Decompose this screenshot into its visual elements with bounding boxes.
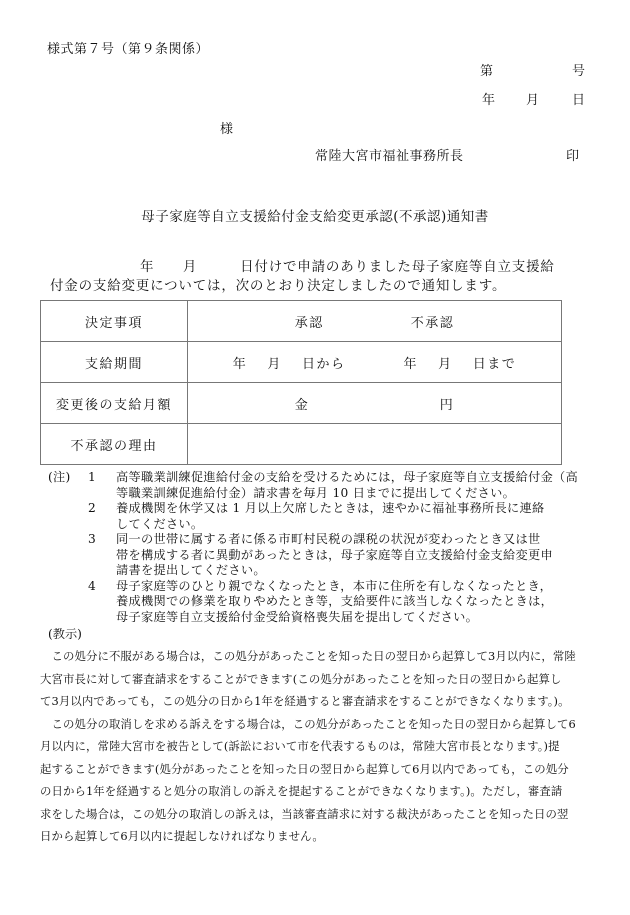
row-value: 承認 不承認 bbox=[188, 301, 562, 342]
issuer-name: 常陸大宮市福祉事務所長 bbox=[315, 149, 464, 164]
row-value: 金 円 bbox=[188, 383, 562, 424]
instruction-line: 大宮市長に対して審査請求をすることができます(この処分があったことを知った日の翌日から起算し bbox=[40, 671, 562, 686]
instruction-line: の日から1年を経過すると処分の取消しの訴えを提起することができなくなります。)。ただし，審査請 bbox=[40, 784, 563, 798]
table-row bbox=[41, 301, 562, 342]
number-suffix: 号 bbox=[572, 64, 586, 79]
note-number: 1 bbox=[88, 470, 97, 484]
instruction-heading: (教示) bbox=[48, 627, 82, 641]
note-line: 帯を構成する者に異動があったときは，母子家庭等自立支援給付金支給変更申 bbox=[116, 547, 553, 562]
table-row bbox=[41, 383, 562, 424]
decision-table bbox=[40, 300, 562, 465]
instruction-line: 月以内に，常陸大宮市を被告として(訴訟において市を代表するものは，常陸大宮市長となります。)提 bbox=[40, 739, 560, 753]
note-item bbox=[48, 501, 596, 532]
document-title: 母子家庭等自立支援給付金支給変更承認(不承認)通知書 bbox=[141, 209, 489, 225]
form-number: 様式第７号（第９条関係） bbox=[47, 42, 210, 57]
note-line: 母子家庭等のひとり親でなくなったとき，本市に住所を有しなくなったとき， bbox=[116, 578, 553, 593]
note-text bbox=[116, 470, 596, 501]
notes-section bbox=[48, 470, 596, 625]
note-line: 養成機関を休学又は 1 月以上欠席したときは，速やかに福祉事務所長に連絡 bbox=[116, 501, 545, 515]
intro-line-1: 年 月 日付けで申請のありました母子家庭等自立支援給 bbox=[140, 259, 555, 275]
note-line: 養成機関での修業を取りやめたとき等，支給要件に該当しなくなったときは， bbox=[116, 594, 554, 608]
addressee-suffix: 様 bbox=[220, 122, 234, 137]
row-value: 年 月 日から 年 月 日まで bbox=[188, 342, 562, 383]
intro-paragraph bbox=[50, 258, 590, 296]
note-text bbox=[116, 501, 596, 532]
row-value bbox=[188, 424, 562, 465]
number-prefix: 第 bbox=[480, 64, 494, 79]
intro-line-2: 付金の支給変更については，次のとおり決定しましたので通知します。 bbox=[50, 278, 507, 294]
note-line: してください。 bbox=[116, 516, 204, 531]
instruction-line: 日から起算して6月以内に提起しなければなりません。 bbox=[40, 829, 324, 843]
date-month-label: 月 bbox=[526, 93, 540, 108]
note-item bbox=[48, 579, 596, 626]
date-year-label: 年 bbox=[482, 93, 496, 108]
note-line: 請書を提出してください。 bbox=[116, 563, 266, 577]
row-label: 不承認の理由 bbox=[41, 424, 188, 465]
table-row bbox=[41, 424, 562, 465]
instruction-line: この処分に不服がある場合は，この処分があったことを知った日の翌日から起算して3月以内に，常陸 bbox=[40, 649, 576, 663]
instruction-line: 求をした場合は，この処分の取消しの訴えは，当該審査請求に対する裁決があったことを知った日の翌 bbox=[40, 806, 569, 821]
instruction-line: 起することができます(処分があったことを知った日の翌日から起算して6月以内であっても，この処分 bbox=[40, 761, 569, 776]
date-day-label: 日 bbox=[572, 93, 586, 108]
note-text bbox=[116, 579, 596, 626]
seal-mark: 印 bbox=[566, 149, 580, 164]
note-item bbox=[48, 470, 596, 501]
instruction-line: て3月以内であっても，この処分の日から1年を経過すると審査請求をすることができなくなります。)。 bbox=[40, 694, 570, 708]
note-number: 2 bbox=[88, 501, 97, 515]
note-line: 同一の世帯に属する者に係る市町村民税の課税の状況が変わったとき又は世 bbox=[116, 532, 541, 546]
instruction-body bbox=[40, 645, 592, 848]
note-number: 4 bbox=[88, 578, 97, 593]
instruction-line: この処分の取消しを求める訴えをする場合は，この処分があったことを知った日の翌日から起算して6 bbox=[40, 716, 576, 731]
note-item bbox=[48, 532, 596, 579]
row-label: 変更後の支給月額 bbox=[41, 383, 188, 424]
note-line: 母子家庭等自立支援給付金受給資格喪失届を提出してください。 bbox=[116, 609, 479, 624]
table-row bbox=[41, 342, 562, 383]
notes-prefix: (注) bbox=[48, 470, 71, 484]
row-label: 決定事項 bbox=[41, 301, 188, 342]
note-line: 高等職業訓練促進給付金の支給を受けるためには，母子家庭等自立支援給付金（高 bbox=[116, 470, 579, 484]
row-label: 支給期間 bbox=[41, 342, 188, 383]
note-line: 等職業訓練促進給付金）請求書を毎月 10 日までに提出してください。 bbox=[116, 485, 516, 500]
note-text bbox=[116, 532, 596, 579]
note-number: 3 bbox=[88, 532, 97, 546]
